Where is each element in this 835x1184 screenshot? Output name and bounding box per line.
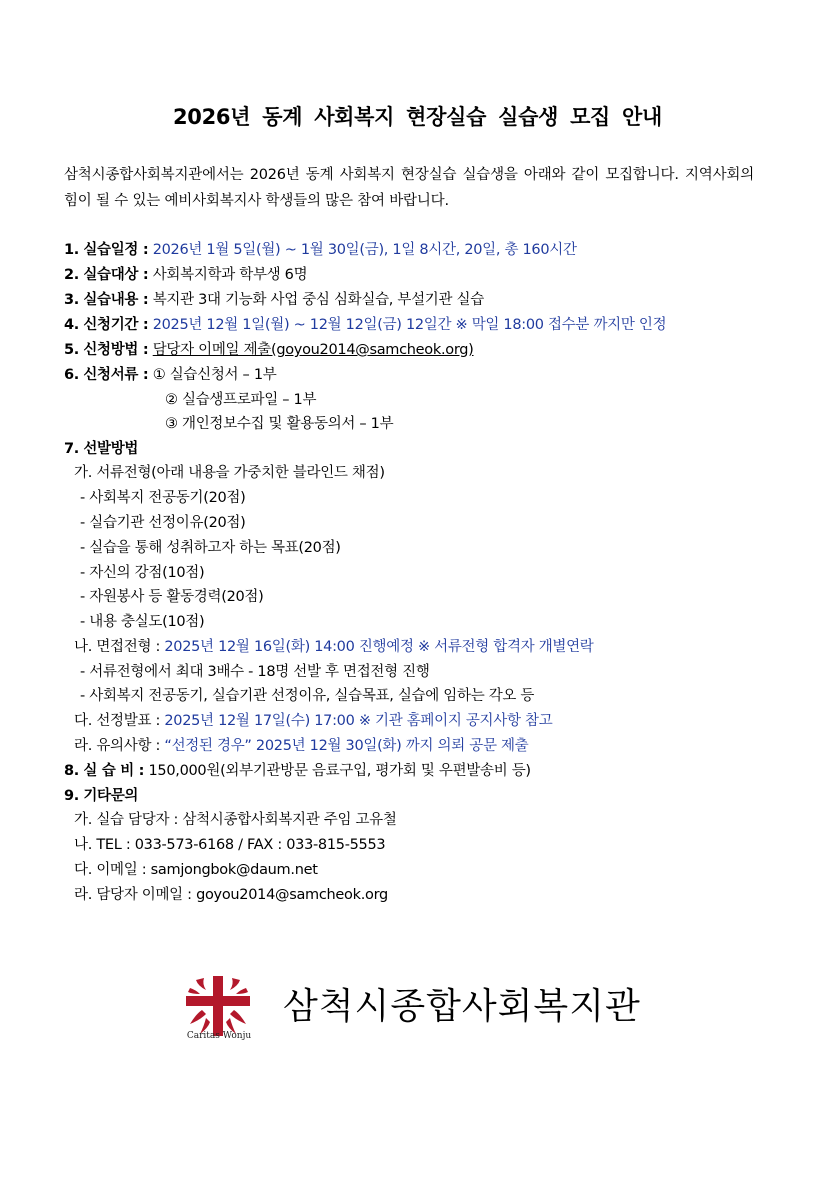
selection-criterion: - 실습기관 선정이유(20점) xyxy=(80,515,246,531)
item-label: 실 습 비 : xyxy=(83,763,145,779)
item-period xyxy=(64,315,784,335)
document-item: ① 실습신청서 – 1부 xyxy=(152,367,277,383)
item-number: 9. xyxy=(64,788,79,804)
notice-label: 라. 유의사항 : xyxy=(74,738,165,754)
item-number: 7. xyxy=(64,441,79,457)
interview-value: 2025년 12월 16일(화) 14:00 진행예정 ※ 서류전형 합격자 개별연락 xyxy=(164,639,594,655)
item-number: 2. xyxy=(64,267,79,283)
item-content xyxy=(64,290,784,310)
item-value: 복지관 3대 기능화 사업 중심 심화실습, 부설기관 실습 xyxy=(148,292,484,308)
announcement-label: 다. 선정발표 : xyxy=(74,713,165,729)
item-target xyxy=(64,265,784,285)
item-method xyxy=(64,340,784,360)
selection-criterion: - 자신의 강점(10점) xyxy=(80,565,205,581)
notice-line xyxy=(74,736,794,756)
item-value: 150,000원(외부기관방문 음료구입, 평가회 및 우편발송비 등) xyxy=(144,763,531,779)
item-number: 8. xyxy=(64,763,79,779)
announcement-line xyxy=(74,711,794,731)
item-fee xyxy=(64,761,784,781)
logo-caption: Caritas Wonju xyxy=(186,1031,252,1041)
interview-line xyxy=(74,637,794,657)
item-number: 6. xyxy=(64,367,79,383)
item-value: 담당자 이메일 제출(goyou2014@samcheok.org) xyxy=(152,342,474,358)
item-label: 신청기간 : xyxy=(83,317,149,333)
selection-criterion: - 사회복지 전공동기(20점) xyxy=(80,490,246,506)
selection-criterion: - 자원봉사 등 활동경력(20점) xyxy=(80,589,264,605)
item-schedule xyxy=(64,240,784,260)
item-selection xyxy=(64,439,784,459)
item-label: 실습대상 : xyxy=(83,267,149,283)
item-label: 신청서류 : xyxy=(83,367,149,383)
document-item: ② 실습생프로파일 – 1부 xyxy=(165,392,317,408)
item-number: 1. xyxy=(64,242,79,258)
notice-value: “선정된 경우” 2025년 12월 30일(화) 까지 의뢰 공문 제출 xyxy=(164,738,529,754)
item-number: 4. xyxy=(64,317,79,333)
item-value: 사회복지학과 학부생 6명 xyxy=(148,267,308,283)
interview-label: 나. 면접전형 : xyxy=(74,639,165,655)
document-item: ③ 개인정보수집 및 활용동의서 – 1부 xyxy=(165,416,394,432)
announcement-value: 2025년 12월 17일(수) 17:00 ※ 기관 홈페이지 공지사항 참고 xyxy=(164,713,553,729)
item-label: 신청방법 : xyxy=(83,342,149,358)
contact-line: 다. 이메일 : samjongbok@daum.net xyxy=(74,862,318,878)
selection-criterion: - 실습을 통해 성취하고자 하는 목표(20점) xyxy=(80,540,341,556)
interview-detail: - 사회복지 전공동기, 실습기관 선정이유, 실습목표, 실습에 임하는 각오 등 xyxy=(80,688,535,704)
item-label: 선발방법 xyxy=(83,441,139,457)
intro-paragraph: 삼척시종합사회복지관에서는 2026년 동계 사회복지 현장실습 실습생을 아래와 같이 모집합니다. 지역사회의 힘이 될 수 있는 예비사회복지사 학생들의 많은 참여 바랍니다. xyxy=(64,167,754,209)
interview-detail: - 서류전형에서 최대 3배수 - 18명 선발 후 면접전형 진행 xyxy=(80,664,430,680)
item-label: 실습내용 : xyxy=(83,292,149,308)
organization-name: 삼척시종합사회복지관 xyxy=(283,986,641,1027)
contact-line: 라. 담당자 이메일 : goyou2014@samcheok.org xyxy=(74,887,388,903)
item-number: 5. xyxy=(64,342,79,358)
page-title: 2026년 동계 사회복지 현장실습 실습생 모집 안내 xyxy=(172,105,663,129)
selection-sub-heading: 가. 서류전형(아래 내용을 가중치한 블라인드 채점) xyxy=(74,465,385,481)
contact-line: 나. TEL : 033-573-6168 / FAX : 033-815-5553 xyxy=(74,837,386,853)
selection-criterion: - 내용 충실도(10점) xyxy=(80,614,205,630)
item-value: 2026년 1월 5일(월) ~ 1월 30일(금), 1일 8시간, 20일, 총 160시간 xyxy=(148,242,577,258)
contact-line: 가. 실습 담당자 : 삼척시종합사회복지관 주임 고유철 xyxy=(74,812,397,828)
item-contact xyxy=(64,786,784,806)
item-number: 3. xyxy=(64,292,79,308)
item-value: 2025년 12월 1일(월) ~ 12월 12일(금) 12일간 ※ 막일 18:00 접수분 까지만 인정 xyxy=(148,317,667,333)
item-documents xyxy=(64,365,784,385)
item-label: 기타문의 xyxy=(83,788,139,804)
item-label: 실습일정 : xyxy=(83,242,149,258)
